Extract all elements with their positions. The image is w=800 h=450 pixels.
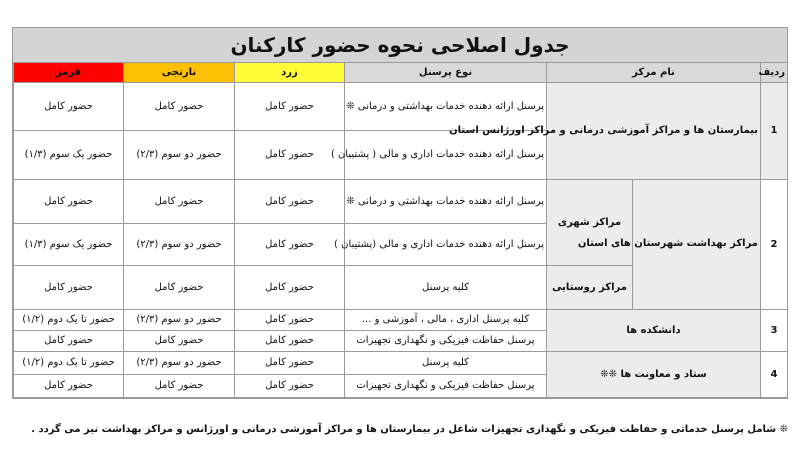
table-row [14, 82, 788, 130]
orange-cell: حضور کامل [124, 82, 235, 130]
yellow-cell: حضور کامل [235, 309, 345, 330]
orange-cell: حضور کامل [124, 265, 235, 309]
personnel-type: پرسنل ارائه دهنده خدمات بهداشتی و درمانی ❊ [345, 179, 547, 223]
header-red: قرمز [14, 63, 124, 83]
personnel-type: کلیه پرسنل [345, 265, 547, 309]
red-cell: حضور یک سوم (۱/۳) [14, 223, 124, 265]
row-index: 2 [761, 179, 788, 309]
row-index: 4 [761, 351, 788, 397]
personnel-type: پرسنل ارائه دهنده خدمات اداری و مالی ( پشتیبان ) [345, 131, 547, 179]
footnote: ❊ شامل پرسنل خدماتی و حفاظت فیزیکی و نگهداری تجهیزات شاغل در بیمارستان ها و مراکز آموزشی درمانی و اورژانس و مراکز بهداشت نیز می گردد . [31, 424, 788, 435]
center-name: بیمارستان ها و مراکز آموزشی درمانی و مراکز اورژانس استان [547, 82, 761, 179]
red-cell: حضور کامل [14, 374, 124, 397]
personnel-type: پرسنل ارائه دهنده خدمات بهداشتی و درمانی ❊ [345, 82, 547, 130]
table-title: جدول اصلاحی نحوه حضور کارکنان [13, 28, 787, 63]
yellow-cell: حضور کامل [235, 179, 345, 223]
table-row [14, 179, 788, 223]
orange-cell: حضور دو سوم (۲/۳) [124, 351, 235, 374]
table-row [14, 351, 788, 374]
header-yellow: زرد [235, 63, 345, 83]
sub-center-urban: مراکز شهری [547, 179, 633, 265]
center-name: دانشکده ها [547, 309, 761, 351]
personnel-type: کلیه پرسنل اداری ، مالی ، آموزشی و ... [345, 309, 547, 330]
yellow-cell: حضور کامل [235, 351, 345, 374]
orange-cell: حضور کامل [124, 330, 235, 351]
header-center: نام مرکز [547, 63, 761, 83]
header-row [14, 63, 788, 83]
header-personnel: نوع پرسنل [345, 63, 547, 83]
yellow-cell: حضور کامل [235, 223, 345, 265]
center-name: مراکز بهداشت شهرستان های استان [633, 179, 761, 309]
row-index: 3 [761, 309, 788, 351]
yellow-cell: حضور کامل [235, 82, 345, 130]
red-cell: حضور کامل [14, 265, 124, 309]
table-row [14, 309, 788, 330]
attendance-table-frame [12, 27, 788, 399]
header-orange: نارنجی [124, 63, 235, 83]
header-index: ردیف [761, 63, 788, 83]
yellow-cell: حضور کامل [235, 374, 345, 397]
red-cell: حضور کامل [14, 330, 124, 351]
yellow-cell: حضور کامل [235, 330, 345, 351]
sub-center-rural: مراکز روستایی [547, 265, 633, 309]
personnel-type: پرسنل ارائه دهنده خدمات اداری و مالی (پشتیبان ) [345, 223, 547, 265]
personnel-type: پرسنل حفاظت فیزیکی و نگهداری تجهیزات [345, 374, 547, 397]
red-cell: حضور تا یک دوم (۱/۲) [14, 351, 124, 374]
center-name: ستاد و معاونت ها ❊❊ [547, 351, 761, 397]
red-cell: حضور یک سوم (۱/۳) [14, 131, 124, 179]
personnel-type: کلیه پرسنل [345, 351, 547, 374]
red-cell: حضور کامل [14, 82, 124, 130]
yellow-cell: حضور کامل [235, 265, 345, 309]
orange-cell: حضور دو سوم (۲/۳) [124, 131, 235, 179]
attendance-table [13, 62, 788, 398]
orange-cell: حضور کامل [124, 374, 235, 397]
orange-cell: حضور کامل [124, 179, 235, 223]
orange-cell: حضور دو سوم (۲/۳) [124, 223, 235, 265]
personnel-type: پرسنل حفاظت فیزیکی و نگهداری تجهیزات [345, 330, 547, 351]
red-cell: حضور کامل [14, 179, 124, 223]
row-index: 1 [761, 82, 788, 179]
orange-cell: حضور دو سوم (۲/۳) [124, 309, 235, 330]
yellow-cell: حضور کامل [235, 131, 345, 179]
red-cell: حضور تا یک دوم (۱/۲) [14, 309, 124, 330]
